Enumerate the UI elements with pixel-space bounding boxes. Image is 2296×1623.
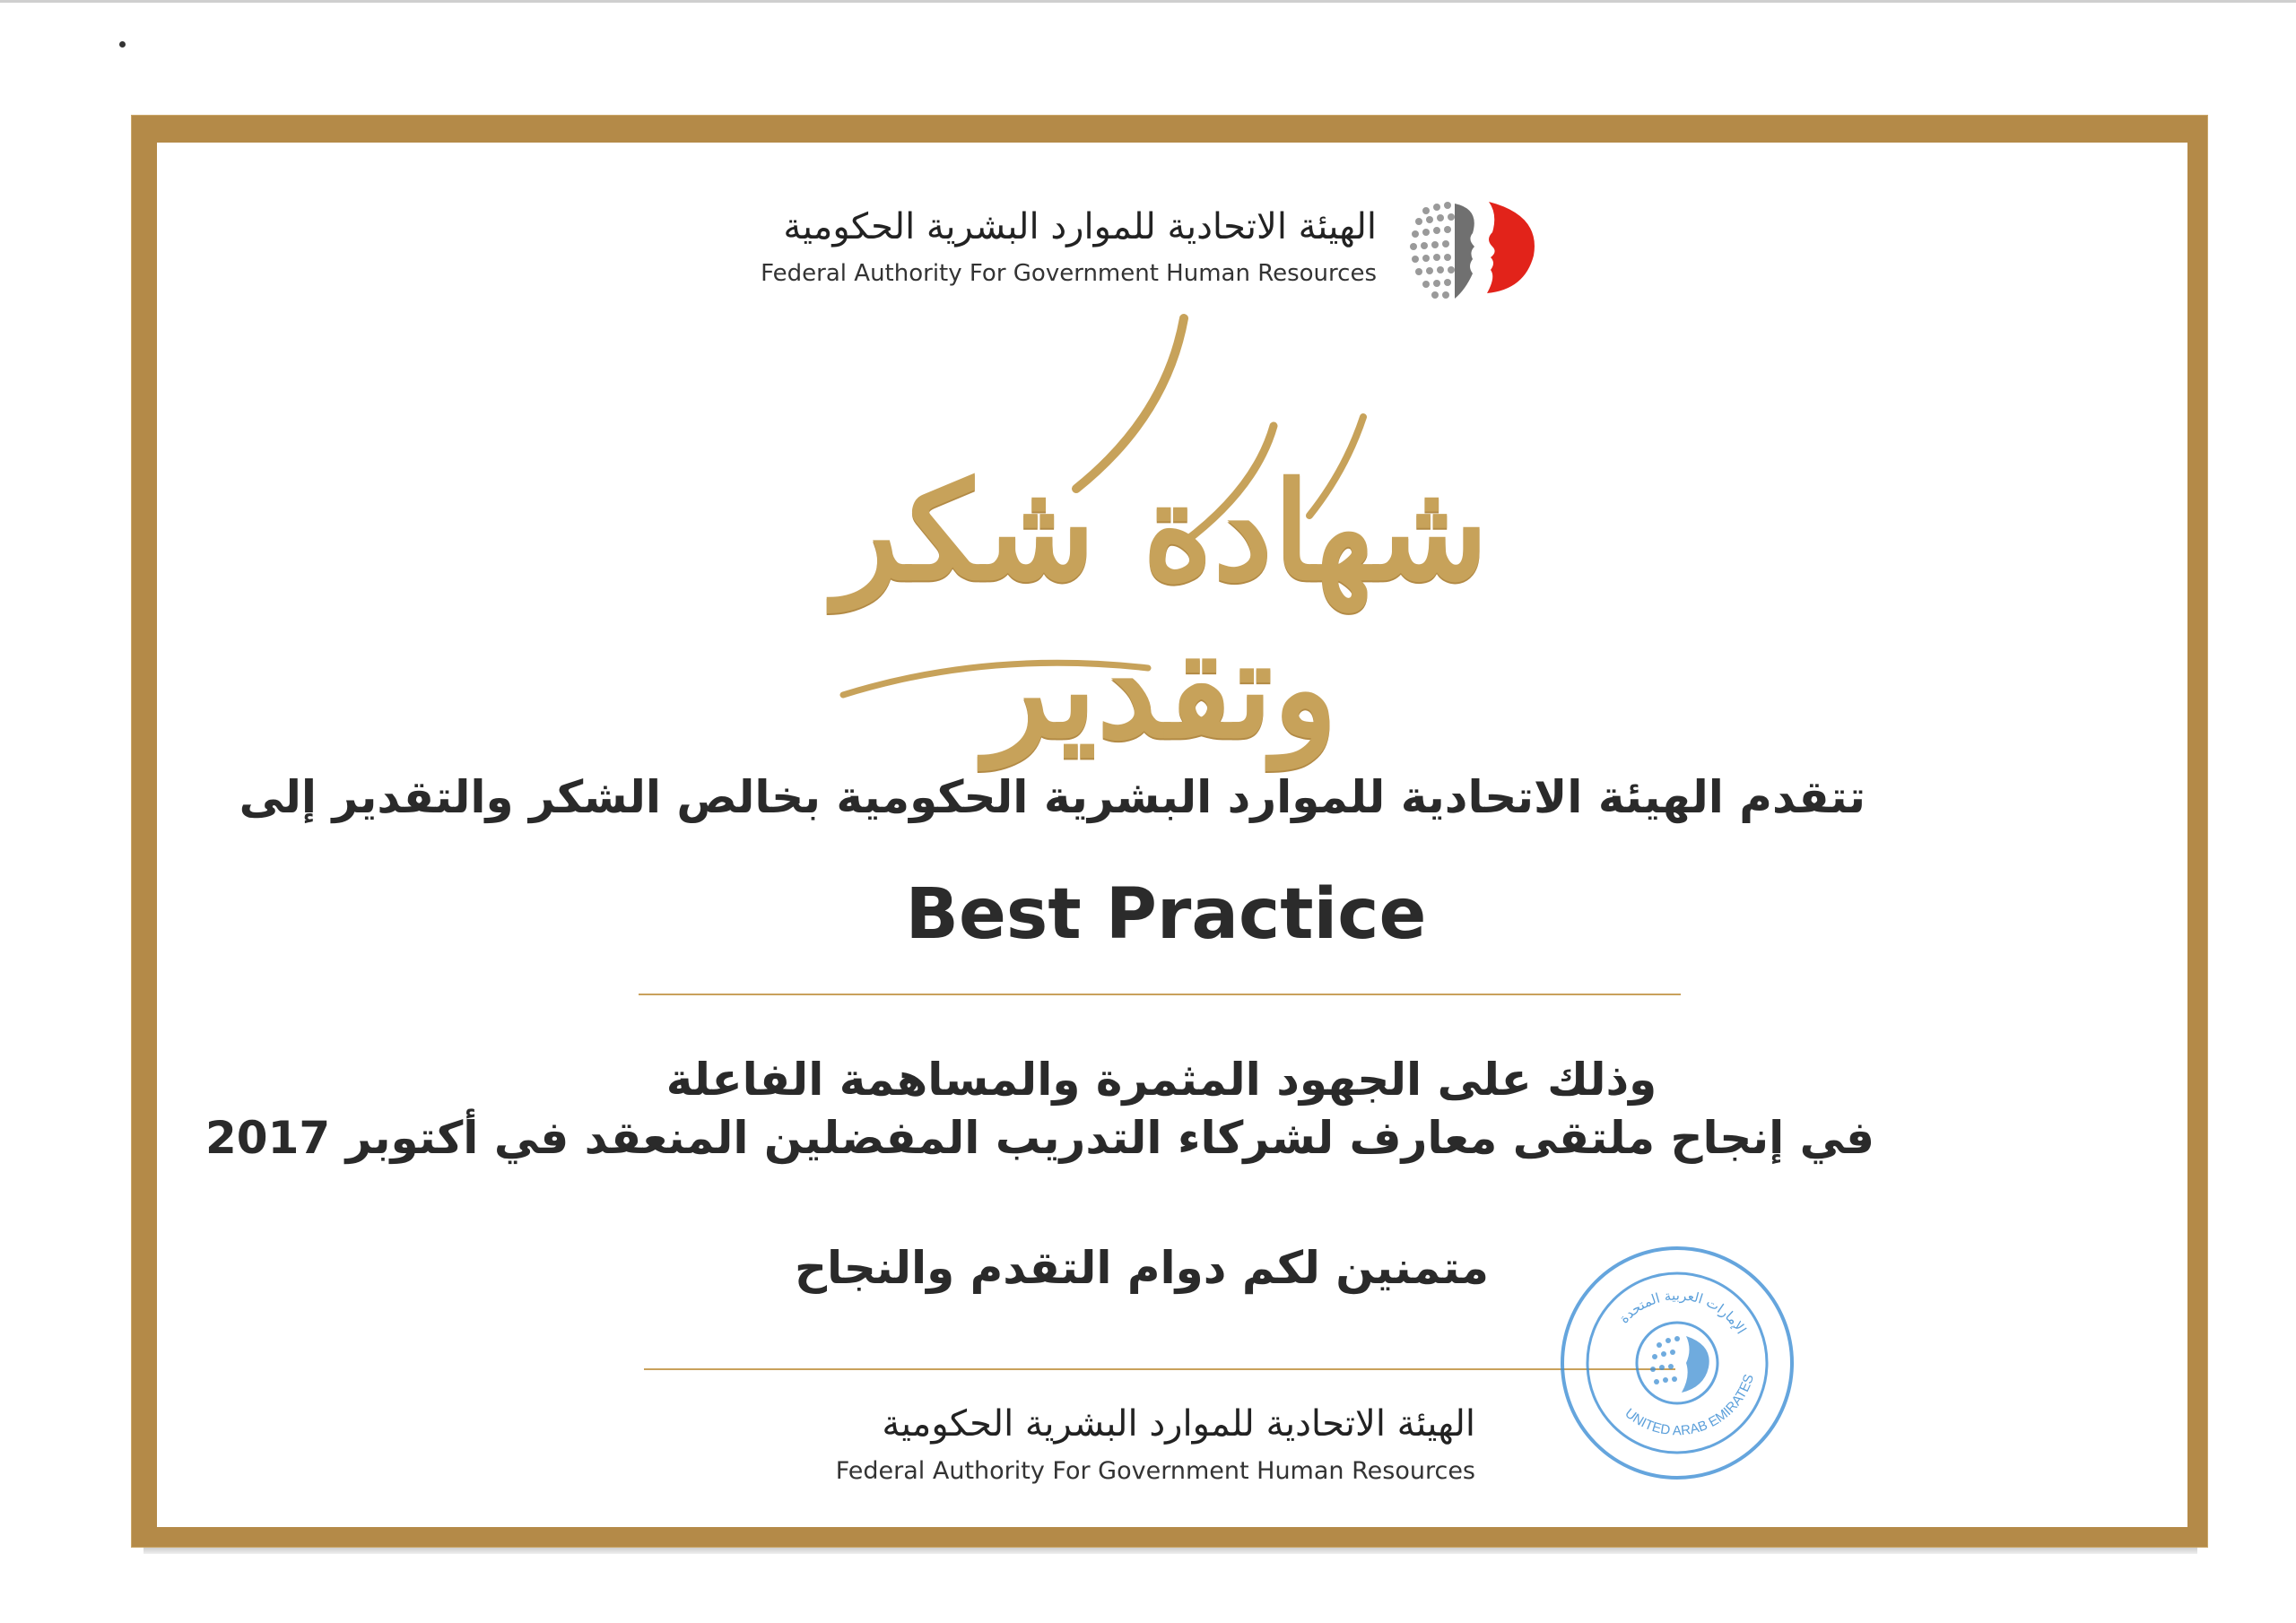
reason-line-1: وذلك على الجهود المثمرة والمساهمة الفاعلة bbox=[665, 1054, 1657, 1106]
intro-text: تتقدم الهيئة الاتحادية للموارد البشرية الحكومية بخالص الشكر والتقدير إلى bbox=[239, 771, 1866, 823]
divider-bottom bbox=[644, 1368, 1675, 1370]
frame-shadow-bottom bbox=[144, 1547, 2197, 1554]
footer-org-name-en: Federal Authority For Government Human Resources bbox=[835, 1457, 1475, 1485]
calligraphy-title bbox=[807, 309, 1516, 768]
scan-edge bbox=[0, 0, 2296, 3]
wishes-text: متمنين لكم دوام التقدم والنجاح bbox=[795, 1242, 1489, 1294]
divider-top bbox=[639, 994, 1681, 995]
stamp-text-en: UNITED ARAB EMIRATES bbox=[1622, 1372, 1758, 1439]
fahr-logo-icon bbox=[1390, 184, 1543, 318]
header-logo-block bbox=[761, 184, 1543, 318]
scan-speck bbox=[119, 41, 126, 48]
stamp-text-ar: الإمارات العربية المتحدة bbox=[1615, 1287, 1750, 1337]
svg-text:الإمارات العربية المتحدة bbox=[1616, 1287, 1750, 1336]
reason-line-2: في إنجاح ملتقى معارف لشركاء التدريب المفضلين المنعقد في أكتوبر 2017 bbox=[205, 1112, 1874, 1164]
footer-org-name-ar: الهيئة الاتحادية للموارد البشرية الحكومية bbox=[882, 1403, 1475, 1445]
header-org-name-en: Federal Authority For Government Human Resources bbox=[761, 260, 1377, 287]
official-stamp-icon bbox=[1538, 1233, 1816, 1493]
recipient-name: Best Practice bbox=[905, 874, 1427, 955]
certificate-title: شهادة شكر وتقدير bbox=[834, 453, 1489, 768]
header-org-name-ar: الهيئة الاتحادية للموارد البشرية الحكومية bbox=[783, 206, 1377, 247]
